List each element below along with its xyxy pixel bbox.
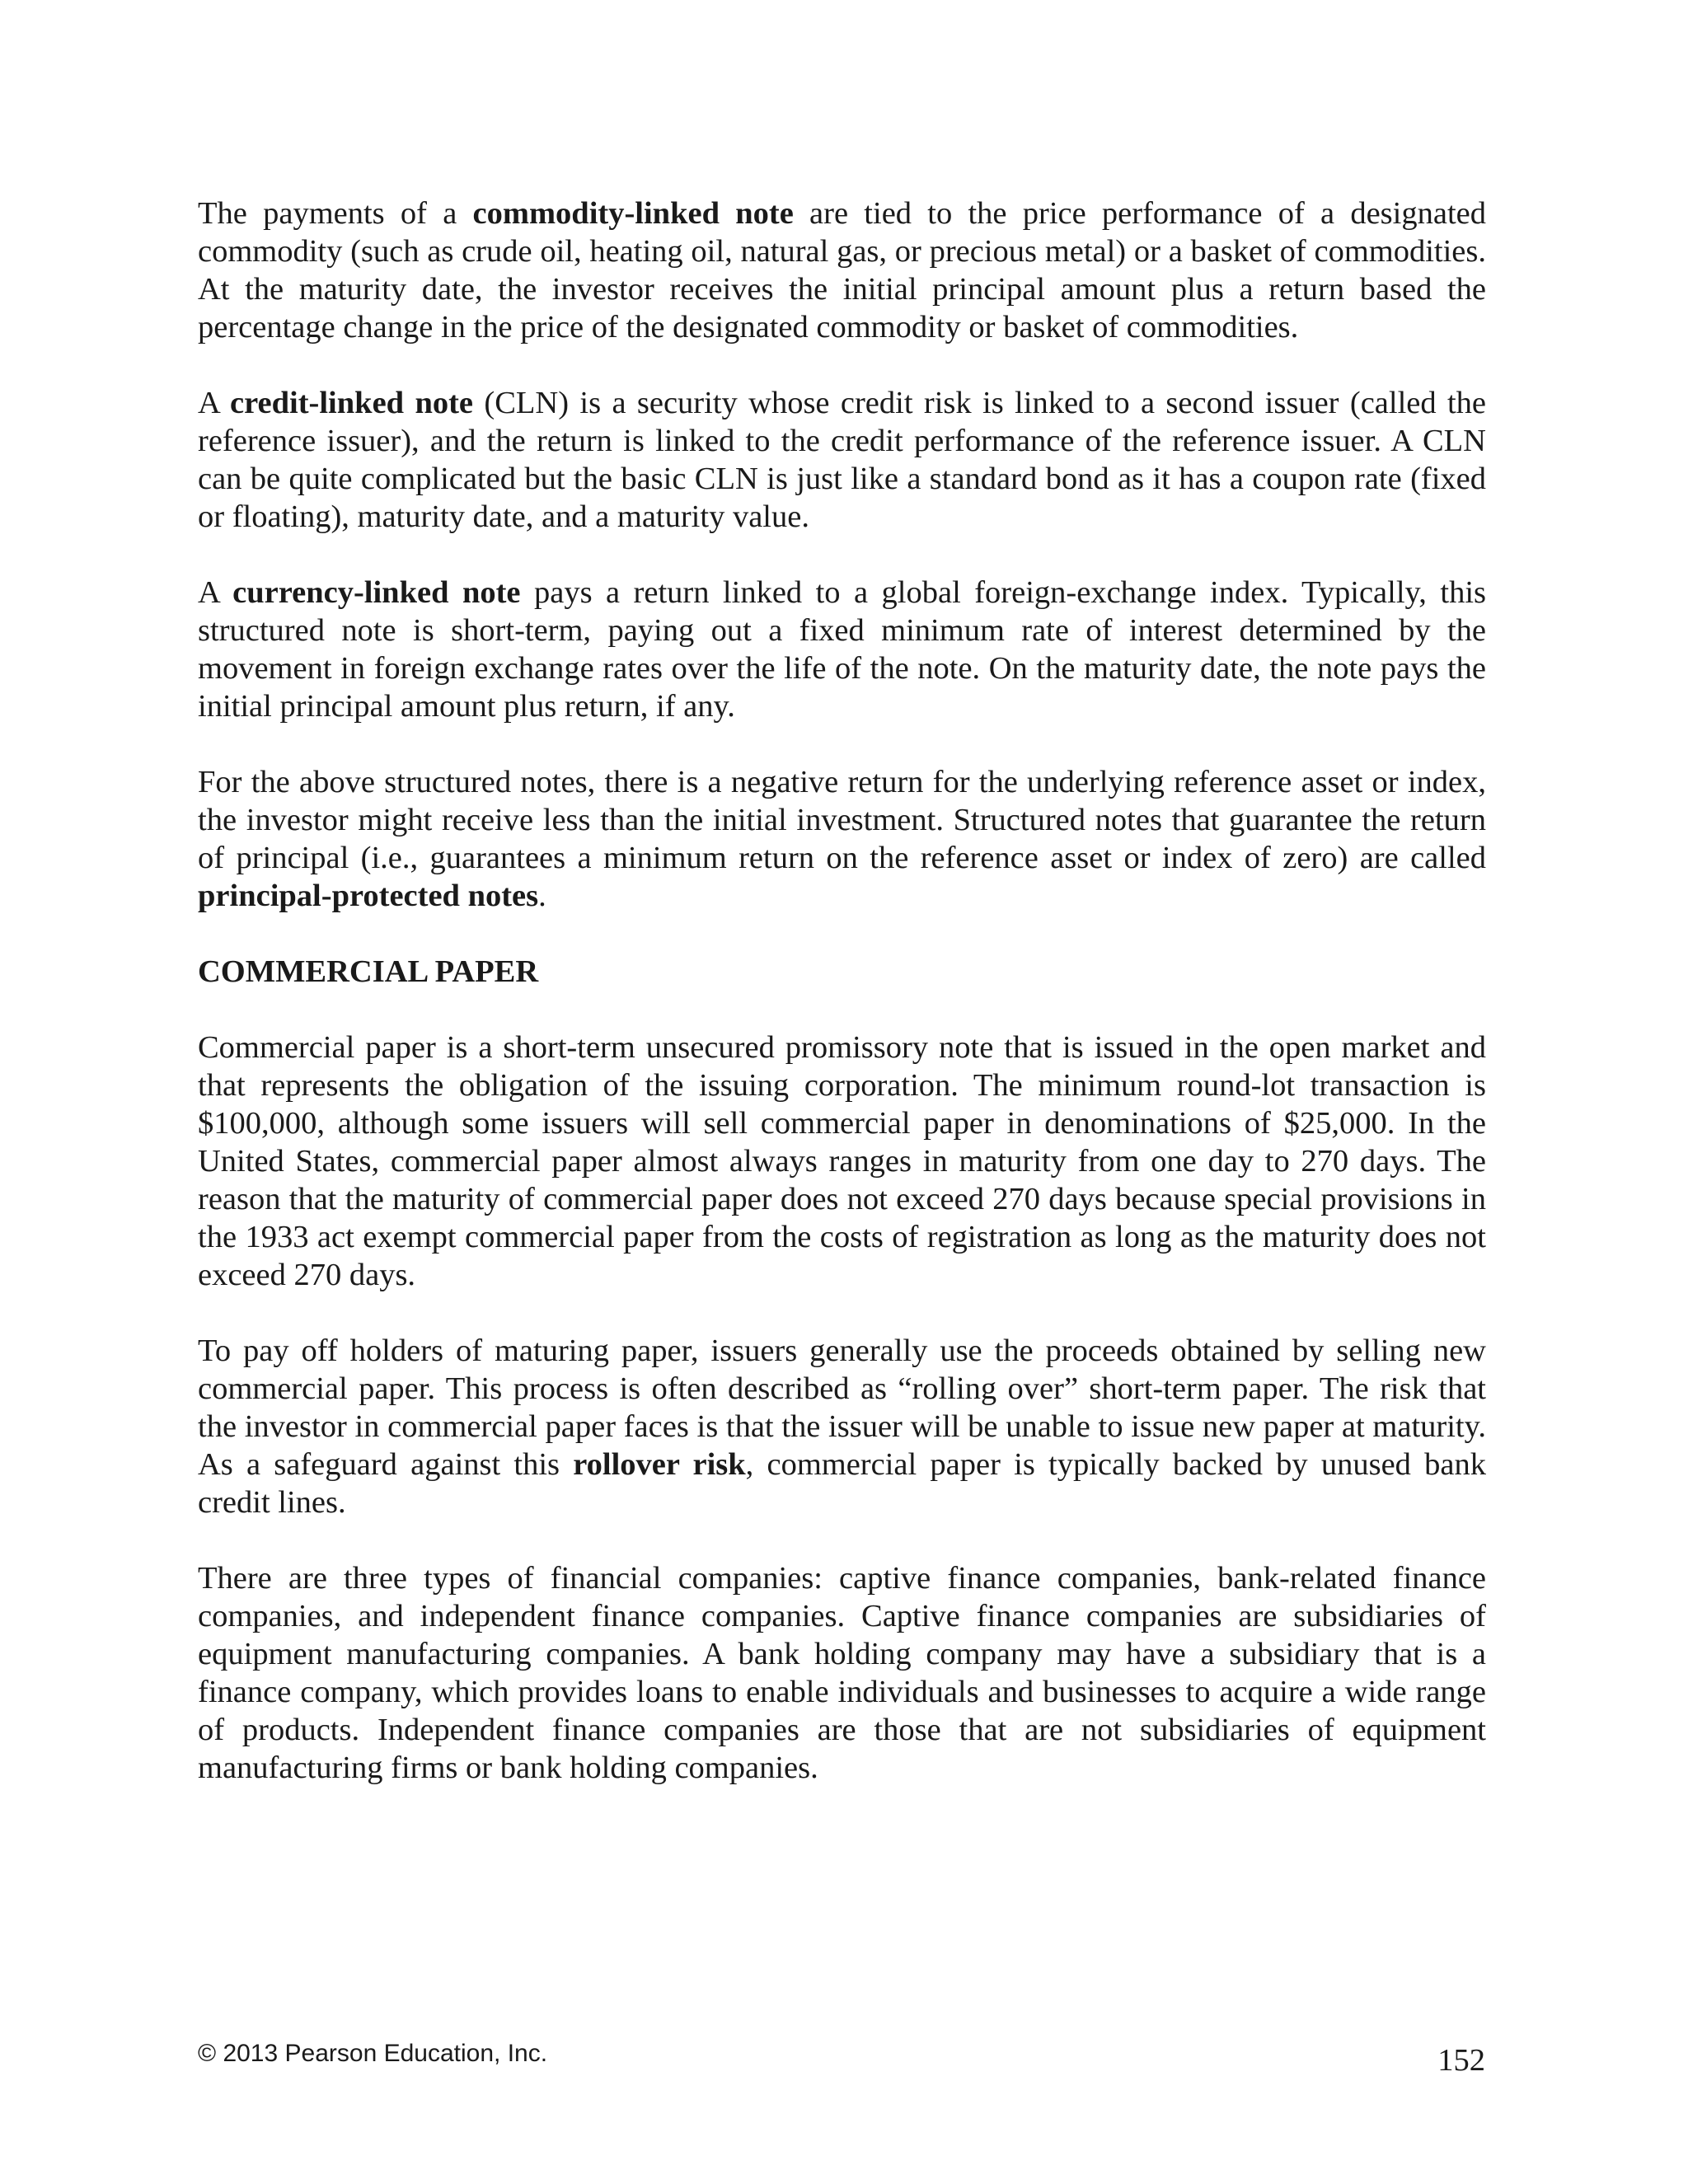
footer-copyright: © 2013 Pearson Education, Inc. xyxy=(198,2040,548,2067)
paragraph-text: (CLN) is a security whose credit risk is linked to a second issuer (called the reference issuer), and the return is linked to the credit performance of the reference issuer. A CLN can be quite complicated but the basic CLN is just like a standard bond as it has a coupon rate (fixed or floating), maturity date, and a maturity value. xyxy=(198,386,1487,534)
paragraph-text: There are three types of financial companies: captive finance companies, bank-related finance companies, and independent finance companies. Captive finance companies are subsidiaries of equipment manufacturing companies. A bank holding company may have a subsidiary that is a finance company, which provides loans to enable individuals and businesses to acquire a wide range of products. Independent finance companies are those that are not subsidiaries of equipment manufacturing firms or bank holding companies. xyxy=(198,1561,1486,1785)
page-body xyxy=(198,194,1486,1825)
paragraph-text: A xyxy=(198,575,233,610)
page-number: 152 xyxy=(1437,2043,1485,2078)
paragraph-text: . xyxy=(538,879,546,913)
paragraph-text: pays a return linked to a global foreign-exchange index. Typically, this structured note is short-term, paying out a fixed minimum rate of interest determined by the movement in foreign exchange rates over the life of the note. On the maturity date, the note pays the initial principal amount plus return, if any. xyxy=(198,575,1486,724)
paragraph-text: The payments of a xyxy=(198,196,473,231)
paragraph-text: For the above structured notes, there is a negative return for the underlying reference asset or index, the investor might receive less than the initial investment. Structured notes that guarantee the return of principal (i.e., guarantees a minimum return on the reference asset or index of zero) are called xyxy=(198,765,1486,875)
term-rollover-risk: rollover risk xyxy=(573,1447,746,1482)
paragraph-commercial-paper-definition xyxy=(198,1029,1486,1294)
paragraph-text: Commercial paper is a short-term unsecured promissory note that is issued in the open market and that represents the obligation of the issuing corporation. The minimum round-lot transaction is $100,000, although some issuers will sell commercial paper in denominations of $25,000. In the United States, commercial paper almost always ranges in maturity from one day to 270 days. The reason that the maturity of commercial paper does not exceed 270 days because special provisions in the 1933 act exempt commercial paper from the costs of registration as long as the maturity does not exceed 270 days. xyxy=(198,1030,1486,1292)
paragraph-credit-linked-note xyxy=(198,384,1486,536)
paragraph-text: To pay off holders of maturing paper, issuers generally use the proceeds obtained by selling new commercial paper. This process is often described as “rolling over” short-term paper. The risk that the investor in commercial paper faces is that the issuer will be unable to issue new paper at maturity. As a safeguard against this xyxy=(198,1333,1486,1482)
term-principal-protected-notes: principal-protected notes xyxy=(198,879,539,913)
term-currency-linked-note: currency-linked note xyxy=(232,575,521,610)
paragraph-commodity-linked-note xyxy=(198,194,1486,346)
term-commodity-linked-note: commodity-linked note xyxy=(472,196,794,231)
section-heading: COMMERCIAL PAPER xyxy=(198,954,539,989)
paragraph-currency-linked-note xyxy=(198,574,1486,725)
paragraph-text: A xyxy=(198,386,231,420)
term-credit-linked-note: credit-linked note xyxy=(230,386,474,420)
paragraph-rollover-risk xyxy=(198,1332,1486,1521)
paragraph-text: , commercial paper is typically backed by unused bank credit lines. xyxy=(198,1447,1486,1520)
paragraph-text: are tied to the price performance of a designated commodity (such as crude oil, heating oil, natural gas, or precious metal) or a basket of commodities. At the maturity date, the investor receives the initial principal amount plus a return based the percentage change in the price of the designated commodity or basket of commodities. xyxy=(198,196,1486,344)
paragraph-finance-companies xyxy=(198,1559,1486,1787)
paragraph-principal-protected-notes xyxy=(198,763,1486,915)
